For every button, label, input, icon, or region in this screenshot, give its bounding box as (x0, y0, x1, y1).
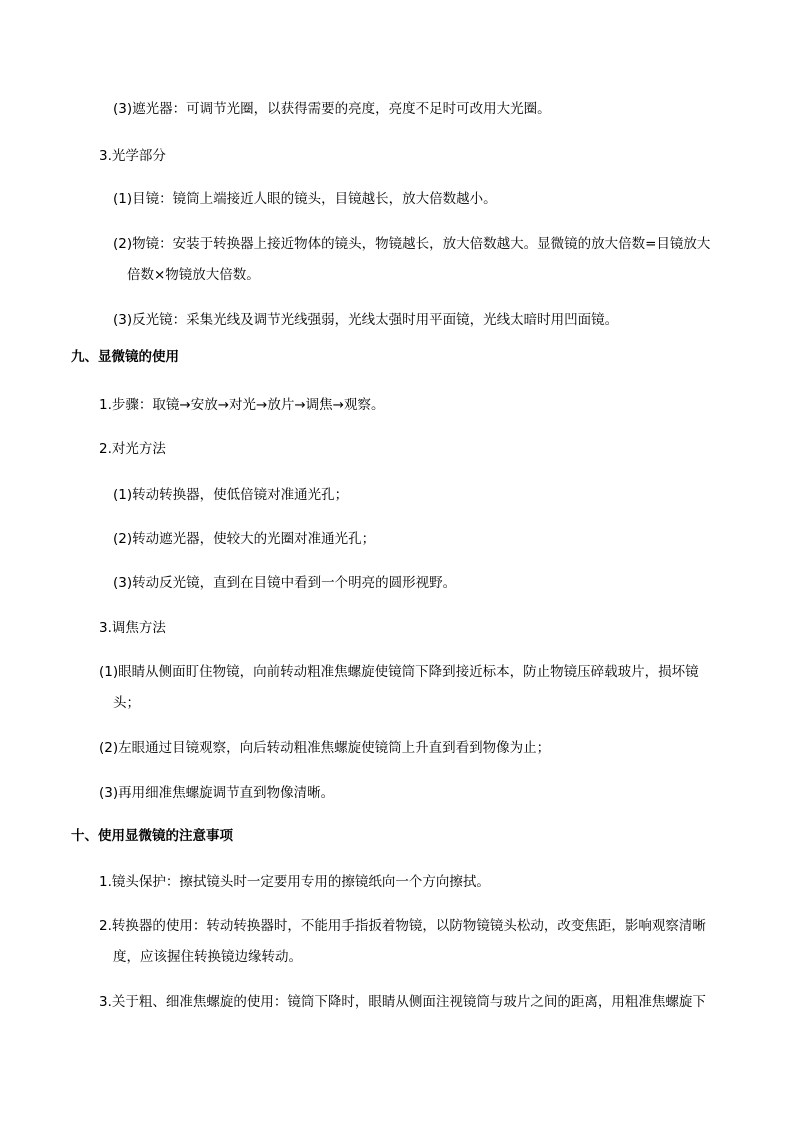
text-line-focus-3: (3)再用细准焦螺旋调节直到物像清晰。 (99, 785, 335, 801)
text-line-converter-cont: 度，应该握住转换镜边缘转动。 (113, 949, 302, 965)
text-line-objective: (2)物镜：安装于转换器上接近物体的镜头，物镜越长，放大倍数越大。显微镜的放大倍数=目镜放大 (113, 236, 711, 252)
heading-microscope-use: 九、显微镜的使用 (71, 349, 179, 365)
text-line-light-2: (2)转动遮光器，使较大的光圈对准通光孔； (113, 531, 376, 547)
text-line-focus-knobs: 3.关于粗、细准焦螺旋的使用：镜筒下降时，眼睛从侧面注视镜筒与玻片之间的距离，用粗准焦螺旋下 (99, 994, 706, 1010)
text-line-steps: 1.步骤：取镜→安放→对光→放片→调焦→观察。 (99, 397, 385, 413)
text-line-light-3: (3)转动反光镜，直到在目镜中看到一个明亮的圆形视野。 (113, 575, 457, 591)
text-line-converter: 2.转换器的使用：转动转换器时，不能用手指扳着物镜，以防物镜镜头松动，改变焦距，影响观察清晰 (99, 918, 706, 934)
section-light-method: 2.对光方法 (99, 441, 166, 457)
text-line-eyepiece: (1)目镜：镜筒上端接近人眼的镜头，目镜越长，放大倍数越小。 (113, 191, 497, 207)
section-optical-parts: 3.光学部分 (99, 148, 166, 164)
text-line-lens-protection: 1.镜头保护：擦拭镜头时一定要用专用的擦镜纸向一个方向擦拭。 (99, 874, 490, 890)
text-line-objective-cont: 倍数×物镜放大倍数。 (127, 267, 260, 283)
text-line-focus-2: (2)左眼通过目镜观察，向后转动粗准焦螺旋使镜筒上升直到看到物像为止； (99, 740, 551, 756)
text-line-shutter: (3)遮光器：可调节光圈，以获得需要的亮度，亮度不足时可改用大光圈。 (113, 101, 551, 117)
heading-precautions: 十、使用显微镜的注意事项 (71, 828, 233, 844)
text-line-focus-1: (1)眼睛从侧面盯住物镜，向前转动粗准焦螺旋使镜筒下降到接近标本，防止物镜压碎载玻片，损坏镜 (99, 664, 699, 680)
text-line-light-1: (1)转动转换器，使低倍镜对准通光孔； (113, 487, 349, 503)
section-focus-method: 3.调焦方法 (99, 620, 166, 636)
text-line-mirror: (3)反光镜：采集光线及调节光线强弱，光线太强时用平面镜，光线太暗时用凹面镜。 (113, 312, 619, 328)
text-line-focus-1-cont: 头； (113, 695, 140, 711)
